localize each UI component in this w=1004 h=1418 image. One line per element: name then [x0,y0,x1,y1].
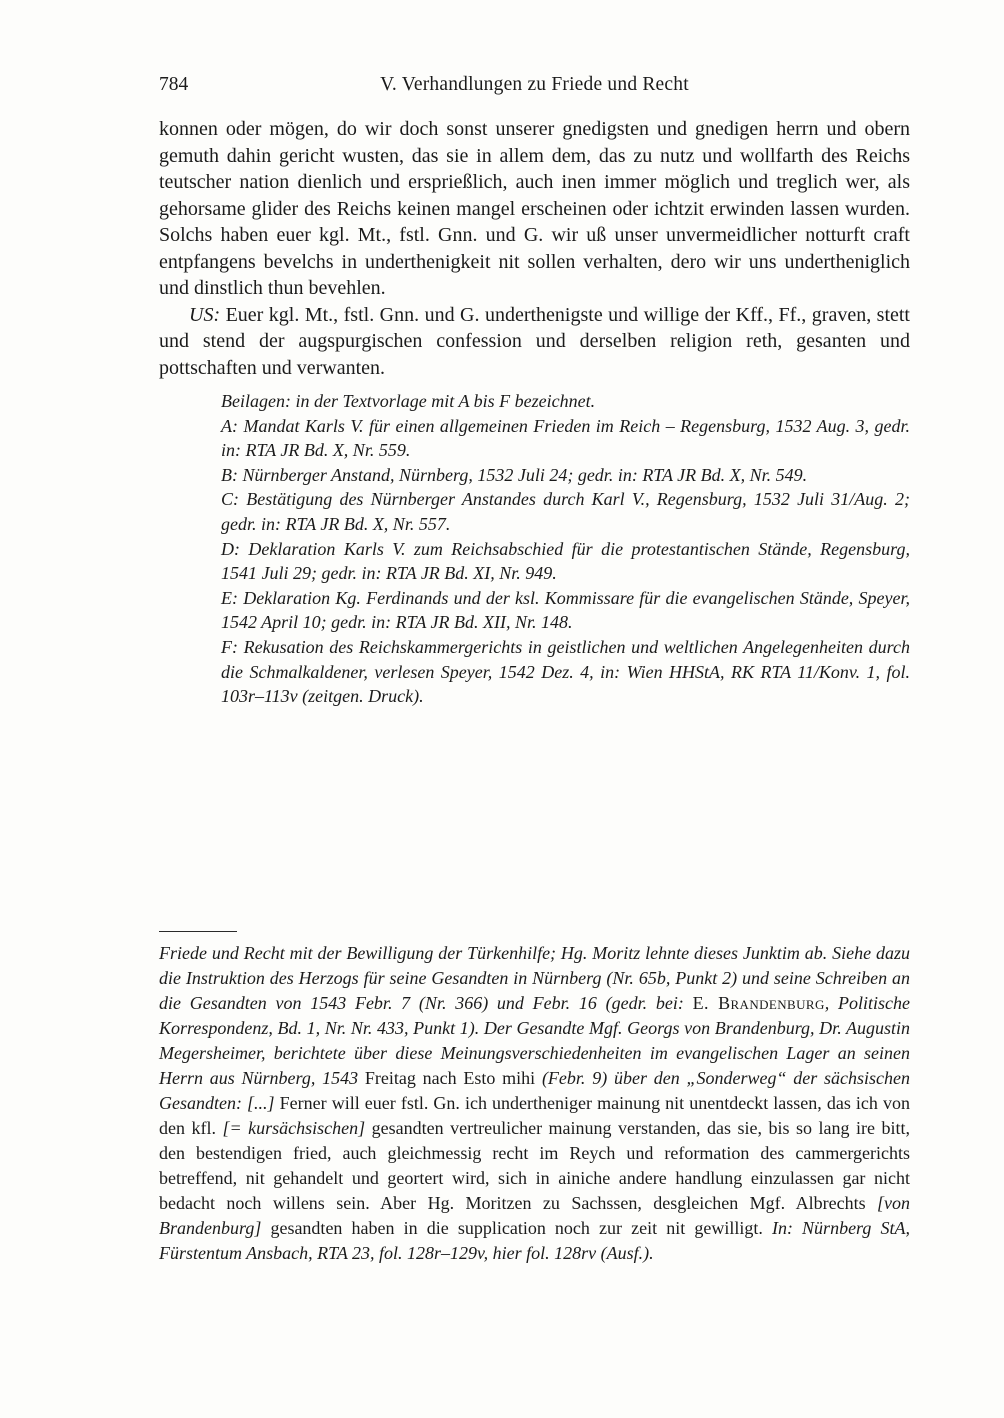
page-number: 784 [159,74,189,95]
footnote-run-4: (Febr. 9) über den „Sonderweg“ der sächsischen Gesandten: [...] [159,1068,910,1113]
running-head: V. Verhandlungen zu Friede und Recht [380,74,689,95]
footnote-run-5: Ferner will euer fstl. Gn. ich undertheniger mainung nit unentdeckt lassen, das ich von den kfl. [159,1093,910,1138]
page-header [159,74,910,100]
footnote-area [159,931,910,1266]
beilagen-item-e: E: Deklaration Kg. Ferdinands und der ksl. Kommissare für die evangelischen Stände, Speyer, 1542 April 10; gedr. in: RTA JR Bd. XII, Nr. 148. [221,587,910,633]
footnote-run-1: E. Brandenburg [692,993,825,1013]
footnote-run-8: [von Brandenburg] [159,1193,910,1238]
footnote-text [159,941,910,1266]
beilagen-item-c: C: Bestätigung des Nürnberger Anstandes durch Karl V., Regensburg, 1532 Juli 31/Aug. 2; gedr. in: RTA JR Bd. X, Nr. 557. [221,489,910,534]
footnote-run-9: gesandten haben in die supplication noch zur zeit nit gewilligt. [270,1218,772,1238]
beilagen-item-d: D: Deklaration Karls V. zum Reichsabschied für die protestantischen Stände, Regensburg, 1541 Juli 29; gedr. in: RTA JR Bd. XI, Nr. 949. [221,538,910,584]
beilagen-block [221,389,910,709]
body-paragraph-us [159,302,910,382]
beilagen-item-f: F: Rekusation des Reichskammergerichts in geistlichen und weltlichen Angelegenheiten durch die Schmalkaldener, verlesen Speyer, 1542 Dez. 4, in: Wien HHStA, RK RTA 11/Konv. 1, fol. 103r–113v (zeitgen. Druck). [221,636,910,707]
footnote-run-10: In: Nürnberg StA, Fürstentum Ansbach, RTA 23, fol. 128r–129v, hier fol. 128rv (Ausf.). [159,1218,910,1263]
main-text-block [159,116,910,709]
footnote-run-3: Freitag nach Esto mihi [364,1068,542,1088]
footnote-run-7: gesandten vertreulicher mainung verstanden, das sie, bis so lang ire bitt, den bestendigen fried, auch gleichmessig recht im Reych und reformation des cammergerichts betreffend, nit gehandelt und geortert wird, sich in ainiche andere handlung einzulassen gar nicht bedacht noch willens sein. Aber Hg. Moritzen zu Sachssen, desgleichen Mgf. Albrechts [159,1118,911,1213]
beilagen-heading-line: Beilagen: in der Textvorlage mit A bis F bezeichnet. [221,391,596,411]
footnote-run-6: [= kursächsischen] [222,1118,372,1138]
footnote-run-0: Friede und Recht mit der Bewilligung der Türkenhilfe; Hg. Moritz lehnte dieses Junktim ab. Siehe dazu die Instruktion des Herzogs für seine Gesandten in Nürnberg (Nr. 65b, Punkt 2) und seine Schreiben an die Gesandten von 1543 Febr. 7 (Nr. 366) und Febr. 16 (gedr. bei: [159,943,910,1013]
us-paragraph-text: Euer kgl. Mt., fstl. Gnn. und G. underthenigste und willige der Kff., Ff., graven, stett und stend der augspurgischen confession und derselben religion reth, gesanten und pottschaften und verwanten. [159,303,910,379]
beilagen-item-a: A: Mandat Karls V. für einen allgemeinen Frieden im Reich – Regensburg, 1532 Aug. 3, gedr. in: RTA JR Bd. X, Nr. 559. [221,415,910,461]
footnote-separator-rule [159,931,237,932]
us-lead-label: US: [189,303,221,326]
beilagen-item-b: B: Nürnberger Anstand, Nürnberg, 1532 Juli 24; gedr. in: RTA JR Bd. X, Nr. 549. [221,464,808,485]
footnote-run-2: , Politische Korrespondenz, Bd. 1, Nr. Nr. 433, Punkt 1). Der Gesandte Mgf. Georgs von Brandenburg, Dr. Augustin Megersheimer, berichtete über diese Meinungsverschiedenheiten im evangelischen Lager an seinen Herrn aus Nürnberg, 1543 [159,993,911,1088]
body-paragraph-continuation: konnen oder mögen, do wir doch sonst unserer gnedigsten und gnedigen herrn und obern gemuth dahin gericht wusten, das sie in allem dem, das zu nutz und wollfarth des Reichs teutscher nation dienlich und ersprießlich, auch inen immer möglich und treglich wer, als gehorsame glider des Reichs keinen mangel erscheinen oder ichtzit erwinden lassen wurden. Solchs haben euer kgl. Mt., fstl. Gnn. und G. wir uß unser unvermeidlicher notturft craft entpfangens bevelchs in underthenigkeit nit sollen verhalten, dero wir uns undertheniglich und dinstlich thun bevehlen. [159,118,910,299]
